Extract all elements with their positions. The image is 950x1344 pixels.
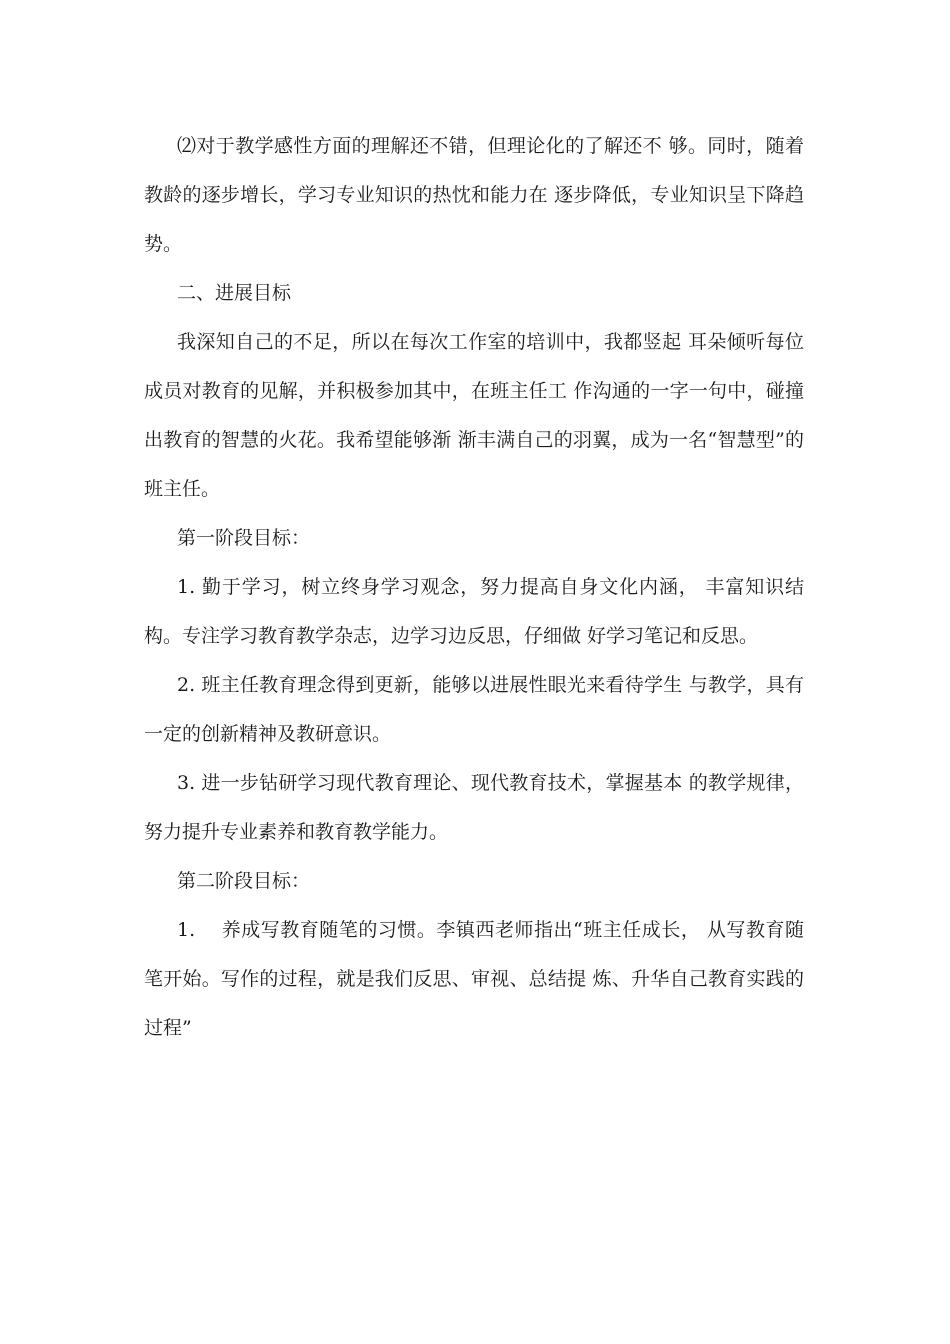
paragraph-understanding-gap: ⑵对于教学感性方面的理解还不错，但理论化的了解还不 够。同时，随着教龄的逐步增长，学习专业知识的热忱和能力在 逐步降低，专业知识呈下降趋势。 xyxy=(144,135,804,255)
section-heading-development-goals: 二、进展目标 xyxy=(177,282,292,304)
stage-two-item-1: 1. 养成写教育随笔的习惯。李镇西老师指出“班主任成长， 从写教育随笔开始。写作的过程，就是我们反思、审视、总结提 炼、升华自己教育实践的过程” xyxy=(144,919,804,1039)
stage-two-heading: 第二阶段目标： xyxy=(177,870,311,892)
stage-one-heading: 第一阶段目标： xyxy=(177,527,311,549)
paragraph-self-reflection: 我深知自己的不足，所以在每次工作室的培训中，我都竖起 耳朵倾听每位成员对教育的见解，并积极参加其中，在班主任工 作沟通的一字一句中，碰撞出教育的智慧的火花。我希望能够渐 渐丰满自己的羽翼，成为一名“智慧型”的班主任。 xyxy=(144,331,804,500)
stage-one-item-3: 3. 进一步钻研学习现代教育理论、现代教育技术，掌握基本 的教学规律，努力提升专业素养和教育教学能力。 xyxy=(144,772,804,843)
stage-one-item-1: 1. 勤于学习，树立终身学习观念，努力提高自身文化内涵， 丰富知识结构。专注学习教育教学杂志，边学习边反思，仔细做 好学习笔记和反思。 xyxy=(144,576,804,647)
document-body xyxy=(144,122,804,1053)
stage-one-item-2: 2. 班主任教育理念得到更新，能够以进展性眼光来看待学生 与教学，具有一定的创新精神及教研意识。 xyxy=(144,674,804,745)
